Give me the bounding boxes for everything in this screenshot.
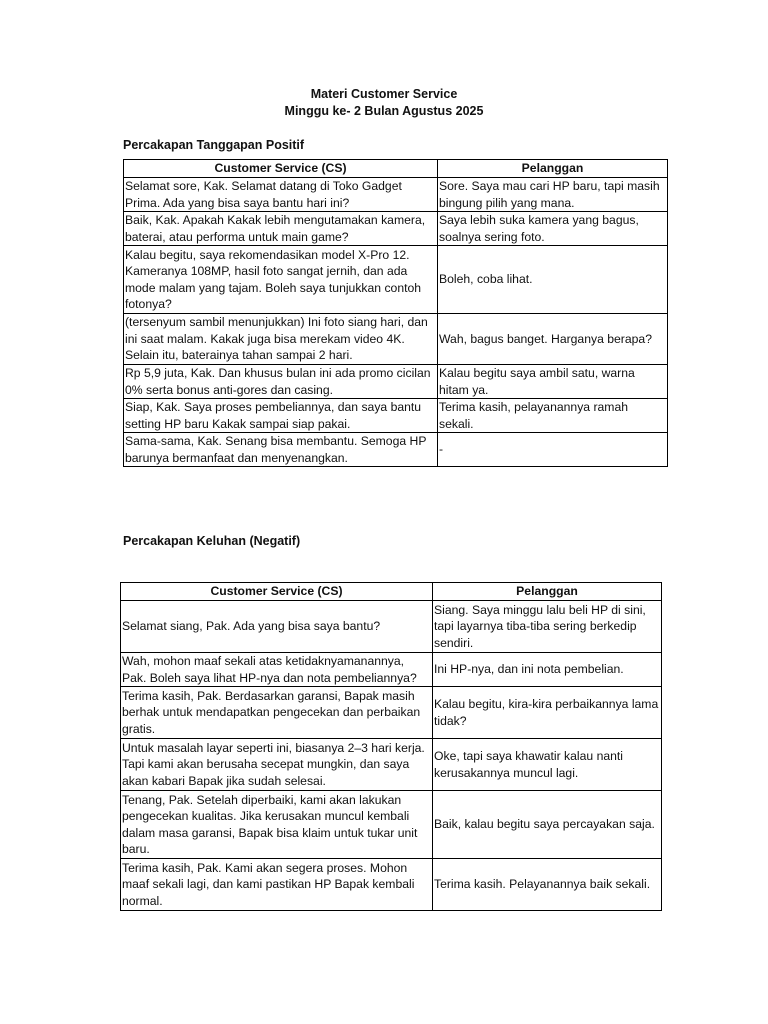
table-row <box>124 246 668 314</box>
customer-line: Saya lebih suka kamera yang bagus, soalnya sering foto. <box>438 212 668 246</box>
document-title: Materi Customer Service <box>310 87 458 101</box>
cs-line: Terima kasih, Pak. Kami akan segera proses. Mohon maaf sekali lagi, dan kami pastikan HP Bapak kembali normal. <box>121 859 433 911</box>
negative-section-heading: Percakapan Keluhan (Negatif) <box>123 534 301 548</box>
document-title-block <box>0 86 768 120</box>
table-row <box>124 365 668 399</box>
table-row <box>121 739 662 791</box>
table-row <box>124 178 668 212</box>
table-row <box>121 791 662 859</box>
cs-line: Kalau begitu, saya rekomendasikan model X-Pro 12. Kameranya 108MP, hasil foto sangat jernih, dan ada mode malam yang tajam. Boleh saya tunjukkan contoh fotonya? <box>124 246 438 314</box>
header-cs: Customer Service (CS) <box>121 583 433 601</box>
cs-line: Selamat sore, Kak. Selamat datang di Toko Gadget Prima. Ada yang bisa saya bantu hari ini? <box>124 178 438 212</box>
positive-conversation-table <box>123 159 668 467</box>
table-header-row <box>124 160 668 178</box>
customer-line: Ini HP-nya, dan ini nota pembelian. <box>433 653 662 687</box>
cs-line: Rp 5,9 juta, Kak. Dan khusus bulan ini ada promo cicilan 0% serta bonus anti-gores dan casing. <box>124 365 438 399</box>
table-row <box>124 433 668 467</box>
customer-line: Baik, kalau begitu saya percayakan saja. <box>433 791 662 859</box>
document-subtitle: Minggu ke- 2 Bulan Agustus 2025 <box>284 104 484 118</box>
customer-line: Sore. Saya mau cari HP baru, tapi masih bingung pilih yang mana. <box>438 178 668 212</box>
table-row <box>124 314 668 365</box>
table-row <box>124 212 668 246</box>
header-customer: Pelanggan <box>438 160 668 178</box>
customer-line: Terima kasih, pelayanannya ramah sekali. <box>438 399 668 433</box>
table-row <box>121 859 662 911</box>
negative-conversation-table <box>120 582 662 911</box>
cs-line: Untuk masalah layar seperti ini, biasanya 2–3 hari kerja. Tapi kami akan berusaha secepat mungkin, dan saya akan kabari Bapak jika sudah selesai. <box>121 739 433 791</box>
table-header-row <box>121 583 662 601</box>
cs-line: Selamat siang, Pak. Ada yang bisa saya bantu? <box>121 601 433 653</box>
table-row <box>124 399 668 433</box>
cs-line: (tersenyum sambil menunjukkan) Ini foto siang hari, dan ini saat malam. Kakak juga bisa merekam video 4K. Selain itu, baterainya tahan sampai 2 hari. <box>124 314 438 365</box>
table-row <box>121 601 662 653</box>
cs-line: Tenang, Pak. Setelah diperbaiki, kami akan lakukan pengecekan kualitas. Jika kerusakan muncul kembali dalam masa garansi, Bapak bisa klaim untuk tukar unit baru. <box>121 791 433 859</box>
customer-line: Oke, tapi saya khawatir kalau nanti kerusakannya muncul lagi. <box>433 739 662 791</box>
positive-section-heading: Percakapan Tanggapan Positif <box>123 138 305 152</box>
cs-line: Terima kasih, Pak. Berdasarkan garansi, Bapak masih berhak untuk mendapatkan pengecekan dan perbaikan gratis. <box>121 687 433 739</box>
header-customer: Pelanggan <box>433 583 662 601</box>
customer-line: Terima kasih. Pelayanannya baik sekali. <box>433 859 662 911</box>
table-row <box>121 687 662 739</box>
cs-line: Sama-sama, Kak. Senang bisa membantu. Semoga HP barunya bermanfaat dan menyenangkan. <box>124 433 438 467</box>
customer-line: Siang. Saya minggu lalu beli HP di sini, tapi layarnya tiba-tiba sering berkedip sendiri. <box>433 601 662 653</box>
customer-line: - <box>438 433 668 467</box>
cs-line: Siap, Kak. Saya proses pembeliannya, dan saya bantu setting HP baru Kakak sampai siap pakai. <box>124 399 438 433</box>
cs-line: Wah, mohon maaf sekali atas ketidaknyamanannya, Pak. Boleh saya lihat HP-nya dan nota pembeliannya? <box>121 653 433 687</box>
customer-line: Wah, bagus banget. Harganya berapa? <box>438 314 668 365</box>
cs-line: Baik, Kak. Apakah Kakak lebih mengutamakan kamera, baterai, atau performa untuk main game? <box>124 212 438 246</box>
table-row <box>121 653 662 687</box>
customer-line: Kalau begitu saya ambil satu, warna hitam ya. <box>438 365 668 399</box>
customer-line: Kalau begitu, kira-kira perbaikannya lama tidak? <box>433 687 662 739</box>
header-cs: Customer Service (CS) <box>124 160 438 178</box>
customer-line: Boleh, coba lihat. <box>438 246 668 314</box>
